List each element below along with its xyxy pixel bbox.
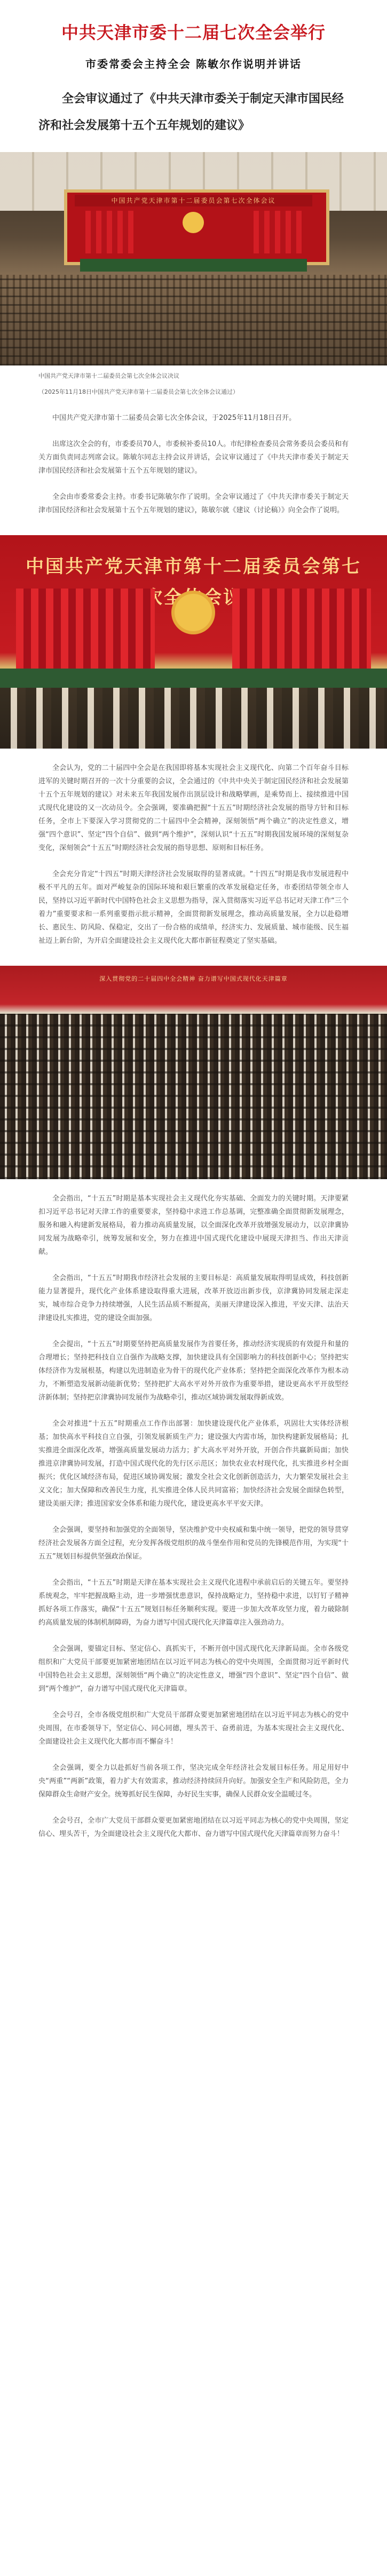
paragraph: 全会提出，“十五五”时期要坚持把高质量发展作为首要任务，推动经济实现质的有效提升和量的合理增长；坚持把科技自立自强作为战略支撑，加快建设具有全国影响力的科技创新中心；坚持把实体经济作为发展根基，构建以先进制造业为骨干的现代化产业体系；坚持把全面深化改革作为根本动力，不断塑造发展新动能新优势；坚持把扩大高水平对外开放作为重要举措，建设更高水平开放型经济新体制；坚持把京津冀协同发展作为战略牵引，推动区域协调发展取得新成效。 (38, 1340, 349, 1402)
paragraph: 全会强调，要锚定目标、坚定信心、真抓实干，不断开创中国式现代化天津新局面。全市各级党组织和广大党员干部要更加紧密地团结在以习近平同志为核心的党中央周围，全面贯彻习近平新时代中国特色社会主义思想，深刻领悟“两个确立”的决定性意义，增强“四个意识”、坚定“四个自信”、做到“两个维护”，奋力谱写中国式现代化天津篇章。 (38, 1645, 349, 1693)
article-header (0, 0, 387, 139)
paragraph: 出席这次全会的有，市委委员70人，市委候补委员10人。市纪律检查委员会常务委员会委员和有关方面负责同志列席会议。陈敏尔同志主持会议并讲话，会议审议通过了《中共天津市委关于制定天津市国民经济和社会发展第十五个五年规划的建议》。 (38, 440, 349, 475)
paragraph: 全会指出，“十五五”时期我市经济社会发展的主要目标是：高质量发展取得明显成效，科技创新能力显著提升，现代化产业体系建设取得重大进展，改革开放迈出新步伐，京津冀协同发展走深走实，城市综合竞争力持续增强，人民生活品质不断提高，美丽天津建设深入推进，平安天津、法治天津建设扎实推进，党的建设全面加强。 (38, 1274, 349, 1322)
hall-slogan-banner: 深入贯彻党的二十届四中全会精神 奋力谱写中国式现代化天津篇章 (99, 975, 288, 982)
paragraph: 全会指出，“十五五”时期是基本实现社会主义现代化夯实基础、全面发力的关键时期。天津要紧扣习近平总书记对天津工作的重要要求，坚持稳中求进工作总基调，完整准确全面贯彻新发展理念，服务和融入构建新发展格局，着力推动高质量发展，以全面深化改革开放增强发展动力，以京津冀协同发展为战略牵引，统筹发展和安全，努力在推进中国式现代化建设中展现天津担当、作出天津贡献。 (38, 1195, 349, 1256)
presidium-members (0, 688, 387, 749)
paragraph: 全会号召，全市各级党组织和广大党员干部群众要更加紧密地团结在以习近平同志为核心的党中央周围，在市委领导下，坚定信心、同心同德，埋头苦干、奋勇前进，为基本实现社会主义现代化、全面建设社会主义现代化大都市而不懈奋斗！ (38, 1711, 349, 1746)
photo-caption: 中国共产党天津市第十二届委员会第七次全体会议决议 (38, 372, 179, 379)
paragraph: 全会由市委常委会主持。市委书记陈敏尔作了说明。全会审议通过了《中共天津市委关于制定天津市国民经济和社会发展第十五个五年规划的建议》，陈敏尔就《建议（讨论稿）》向全会作了说明。 (38, 493, 349, 514)
lead-headline: 全会审议通过了《中共天津市委关于制定天津市国民经济和社会发展第十五个五年规划的建议》 (38, 92, 344, 132)
paragraph: 全会指出，“十五五”时期是天津在基本实现社会主义现代化进程中承前启后的关键五年。要坚持系统观念，牢牢把握战略主动，进一步增强忧患意识，保持战略定力，坚持稳中求进，以钉钉子精神抓好各项工作落实，确保“十五五”规划目标任务顺利实现。要进一步加大改革攻坚力度，着力破除制约高质量发展的体制机制障碍，为奋力谱写中国式现代化天津篇章注入强劲动力。 (38, 1579, 349, 1627)
party-emblem-icon (175, 594, 212, 631)
rostrum (0, 669, 387, 688)
audience-crowd (0, 1014, 387, 1179)
paragraph: 全会认为，党的二十届四中全会是在我国即将基本实现社会主义现代化、向第二个百年奋斗目标进军的关键时期召开的一次十分重要的会议，全会通过的《中共中央关于制定国民经济和社会发展第十五个五年规划的建议》对未来五年我国发展作出顶层设计和战略擘画，是乘势而上、接续推进中国式现代化建设的又一次动员令。全会强调，要准确把握“十五五”时期经济社会发展的指导方针和目标任务，全市上下要深入学习贯彻党的二十届四中全会精神，深刻领悟“两个确立”的决定性意义，增强“四个意识”、坚定“四个自信”、做到“两个维护”，深刻认识“十五五”时期我国发展环境的深刻复杂变化，深刻领会“十五五”时期经济社会发展的指导思想、原则和目标任务。 (38, 764, 349, 852)
audience-photo (0, 966, 387, 1179)
paragraph: 中国共产党天津市第十二届委员会第七次全体会议，于2025年11月18日召开。 (52, 414, 296, 422)
meeting-hall-photo (0, 152, 387, 365)
paragraph: 全会强调，要全力以赴抓好当前各项工作，坚决完成全年经济社会发展目标任务。用足用好中央“两重”“两新”政策，着力扩大有效需求，推动经济持续回升向好。加强安全生产和风险防范，全力保障群众生命财产安全。统筹抓好民生保障，办好民生实事，确保人民群众安全温暖过冬。 (38, 1764, 349, 1799)
paragraph: 全会对推进“十五五”时期重点工作作出部署：加快建设现代化产业体系，巩固壮大实体经济根基；加快高水平科技自立自强，引领发展新质生产力；建设强大内需市场，加快构建新发展格局；扎实推进全面深化改革，增强高质量发展动力活力；扩大高水平对外开放，开创合作共赢新局面；加快推进京津冀协同发展，打造中国式现代化的先行区示范区；加快农业农村现代化，扎实推进乡村全面振兴；优化区域经济布局，促进区域协调发展；激发全社会文化创新创造活力，大力繁荣发展社会主义文化；加大保障和改善民生力度，扎实推进全体人民共同富裕；加快经济社会发展全面绿色转型，建设美丽天津；推进国家安全体系和能力现代化，建设更高水平平安天津。 (38, 1420, 349, 1508)
stage-banner: 中国共产党天津市第十二届委员会第七次全体会议 (26, 556, 361, 608)
audience-rows (0, 275, 387, 365)
red-flags-left (85, 211, 133, 253)
stage-closeup-photo (0, 535, 387, 749)
photo-caption-date: （2025年11月18日中国共产党天津市第十二届委员会第七次全体会议通过） (38, 388, 239, 395)
stage-banner: 中国共产党天津市第十二届委员会第七次全体会议 (75, 195, 312, 206)
red-flags-right (254, 211, 302, 253)
article-subtitle: 市委常委会主持全会 陈敏尔作说明并讲话 (85, 58, 302, 70)
party-emblem-icon (183, 212, 204, 233)
rostrum (80, 259, 307, 272)
article-title: 中共天津市委十二届七次全会举行 (61, 22, 326, 43)
paragraph: 全会强调，要坚持和加强党的全面领导，坚决维护党中央权威和集中统一领导，把党的领导贯穿经济社会发展各方面全过程，充分发挥各级党组织的战斗堡垒作用和党员的先锋模范作用，为实现“十五五”规划目标提供坚强政治保证。 (38, 1526, 349, 1561)
paragraph: 全会号召，全市广大党员干部群众要更加紧密地团结在以习近平同志为核心的党中央周围，坚定信心、埋头苦干，为全面建设社会主义现代化大都市、奋力谱写中国式现代化天津篇章而努力奋斗！ (38, 1817, 349, 1838)
paragraph: 全会充分肯定“十四五”时期天津经济社会发展取得的显著成就。“十四五”时期是我市发展进程中极不平凡的五年。面对严峻复杂的国际环境和艰巨繁重的改革发展稳定任务，市委团结带领全市人民，坚持以习近平新时代中国特色社会主义思想为指导，深入贯彻落实习近平总书记对天津工作“三个着力”重要要求和一系列重要指示批示精神，全面贯彻新发展理念，推动高质量发展，全力以赴稳增长、惠民生、防风险、保稳定，交出了一份合格的成绩单，经济实力、发展质量、城市能级、民生福祉迈上新台阶，为开启全面建设社会主义现代化大都市新征程奠定了坚实基础。 (38, 870, 349, 945)
